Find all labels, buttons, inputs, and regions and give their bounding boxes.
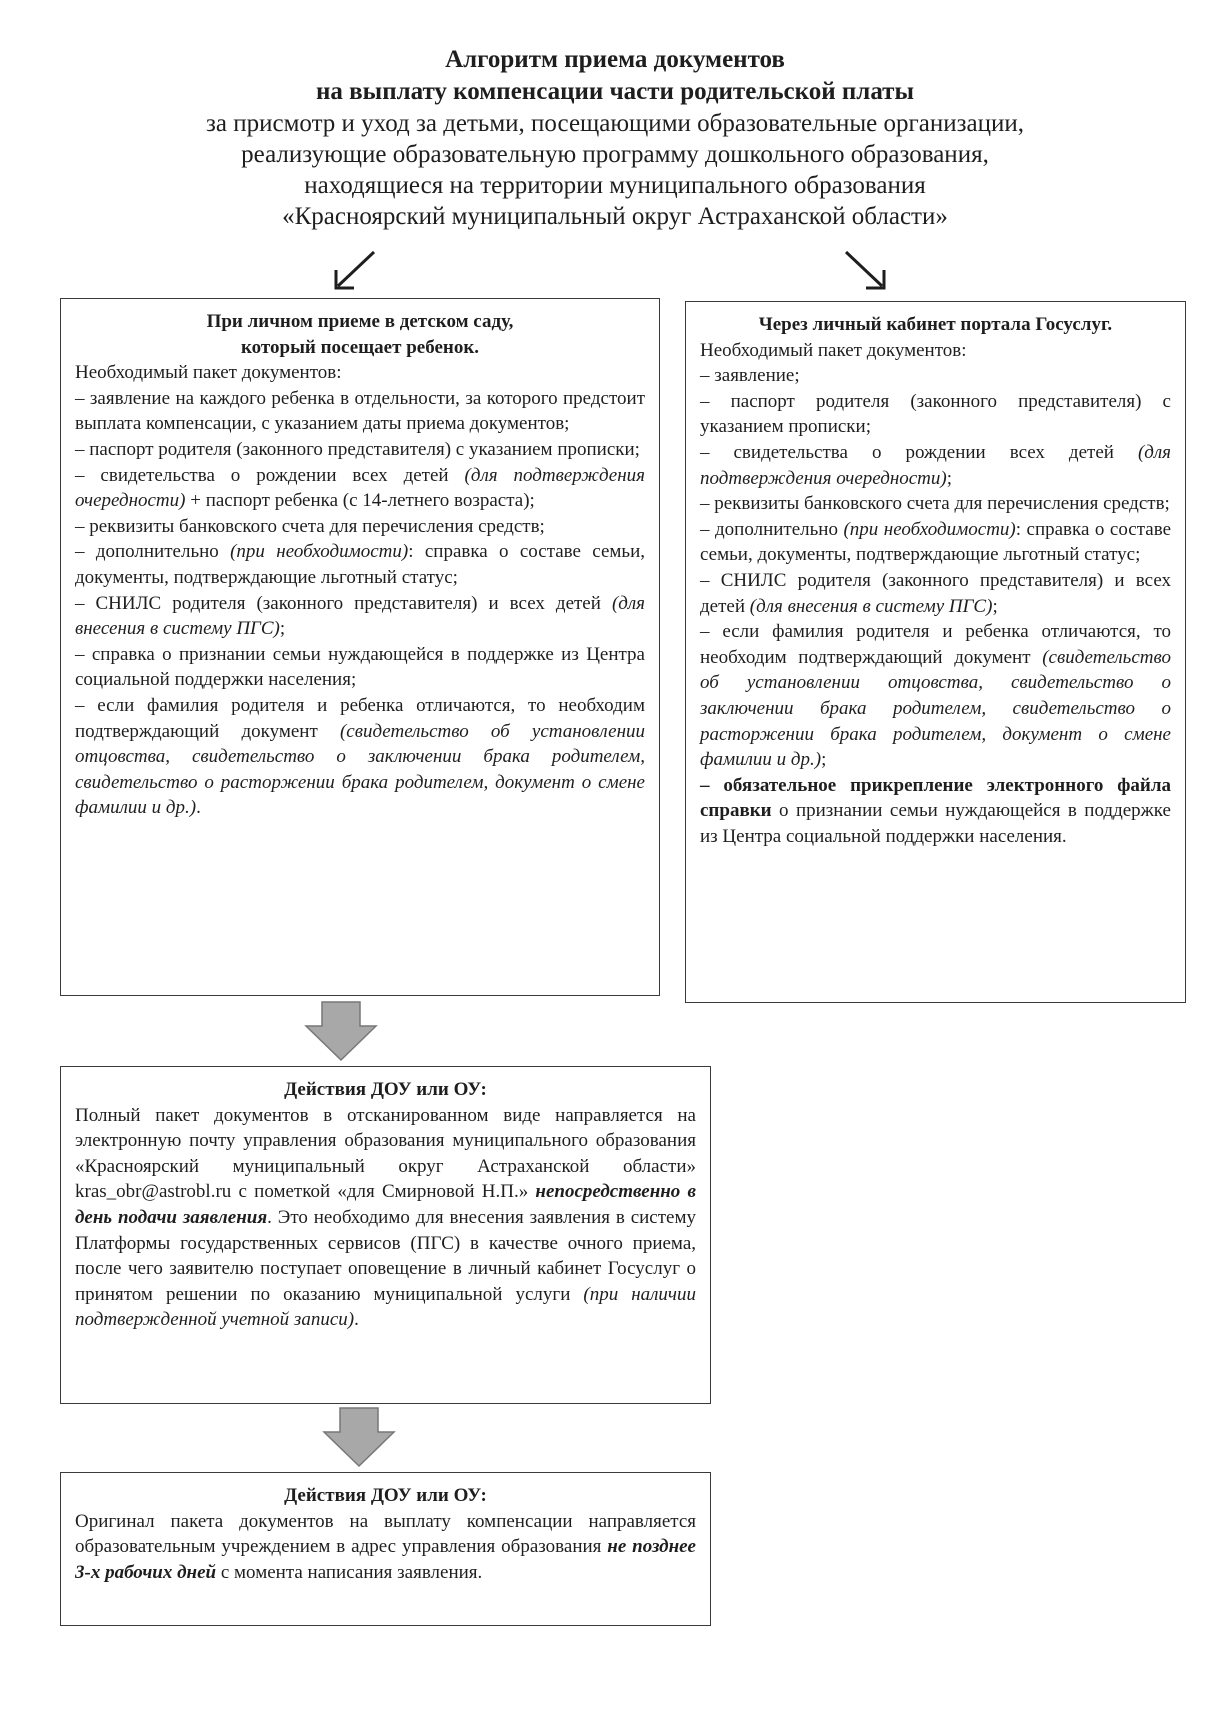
arrow-down-right-icon: [840, 248, 890, 292]
documents-intro: Необходимый пакет документов:: [700, 339, 967, 361]
block-arrow-down-icon: [322, 1406, 396, 1468]
original-documents-heading: Действия ДОУ или ОУ:: [284, 1485, 487, 1506]
personal-visit-box: [60, 298, 660, 996]
original-documents-box: [60, 1472, 711, 1626]
list-item: – заявление на каждого ребенка в отдельности, за которого предстоит выплата компенсации, с указанием даты приема документов;: [75, 387, 645, 435]
title-line-1: Алгоритм приема документов: [445, 46, 785, 73]
list-item: – дополнительно (при необходимости): справка о составе семьи, документы, подтверждающие льготный статус;: [75, 541, 646, 588]
title-line-3: за присмотр и уход за детьми, посещающими образовательные организации,: [206, 110, 1024, 137]
original-documents-text: Оригинал пакета документов на выплату компенсации направляется образовательным учреждением в адрес управления образования не позднее 3-х рабочих дней с момента написания заявления.: [75, 1510, 696, 1583]
document-title: [60, 44, 1170, 232]
list-item: – дополнительно (при необходимости): справка о составе семьи, документы, подтверждающие льготный статус;: [700, 518, 1172, 566]
list-item: – если фамилия родителя и ребенка отличаются, то необходим подтверждающий документ (свидетельство об установлении отцовства, свидетельство о заключении брака родителем, свидетельство о расторжении брака родителем, документ о смене фамилии и др.).: [75, 694, 646, 819]
list-item: – если фамилия родителя и ребенка отличаются, то необходим подтверждающий документ (свидетельство об установлении отцовства, свидетельство о заключении брака родителем, свидетельство о расторжении брака родителем, документ о смене фамилии и др.);: [700, 621, 1171, 771]
list-item: – свидетельства о рождении всех детей (для подтверждения очередности);: [700, 441, 1171, 489]
personal-visit-heading-2: который посещает ребенок.: [240, 336, 480, 358]
block-arrow-down-icon: [304, 1000, 378, 1062]
list-item: – заявление;: [700, 365, 800, 387]
title-line-5: находящиеся на территории муниципального образования: [304, 172, 926, 199]
arrow-down-left-icon: [330, 248, 380, 292]
list-item: – реквизиты банковского счета для перечисления средств;: [75, 515, 545, 537]
list-item: – свидетельства о рождении всех детей (для подтверждения очередности) + паспорт ребенка (с 14-летнего возраста);: [75, 464, 645, 512]
institution-actions-box: [60, 1066, 711, 1404]
list-item: – СНИЛС родителя (законного представителя) и всех детей (для внесения в систему ПГС);: [75, 592, 645, 640]
institution-actions-heading: Действия ДОУ или ОУ:: [284, 1079, 487, 1100]
title-line-6: «Красноярский муниципальный округ Астраханской области»: [282, 203, 948, 230]
list-item: – справка о признании семьи нуждающейся в поддержке из Центра социальной поддержки населения;: [75, 643, 645, 691]
list-item: – паспорт родителя (законного представителя) с указанием прописки;: [700, 390, 1171, 438]
documents-intro: Необходимый пакет документов:: [75, 362, 342, 384]
list-item: – реквизиты банковского счета для перечисления средств;: [700, 493, 1170, 515]
institution-actions-text: Полный пакет документов в отсканированном виде направляется на электронную почту управления образования муниципального образования «Красноярский муниципальный округ Астраханской области» kras_obr@astrobl.ru с пометкой «для Смирновой Н.П.» непосредственно в день подачи заявления. Это необходимо для внесения заявления в систему Платформы государственных сервисов (ПГС) в качестве очного приема, после чего заявителю поступает оповещение в личный кабинет Госуслуг о принятом решении по оказанию муниципальной услуги (при наличии подтвержденной учетной записи).: [75, 1104, 696, 1331]
list-item: – обязательное прикрепление электронного файла справки о признании семьи нуждающейся в поддержке из Центра социальной поддержки населения.: [700, 774, 1171, 847]
title-line-2: на выплату компенсации части родительской платы: [316, 78, 914, 105]
list-item: – паспорт родителя (законного представителя) с указанием прописки;: [75, 438, 640, 460]
gosuslugi-box: [685, 301, 1186, 1003]
personal-visit-heading-1: При личном приеме в детском саду,: [206, 311, 514, 332]
gosuslugi-heading: Через личный кабинет портала Госуслуг.: [758, 314, 1113, 335]
list-item: – СНИЛС родителя (законного представителя) и всех детей (для внесения в систему ПГС);: [700, 569, 1171, 617]
title-line-4: реализующие образовательную программу дошкольного образования,: [241, 141, 989, 168]
